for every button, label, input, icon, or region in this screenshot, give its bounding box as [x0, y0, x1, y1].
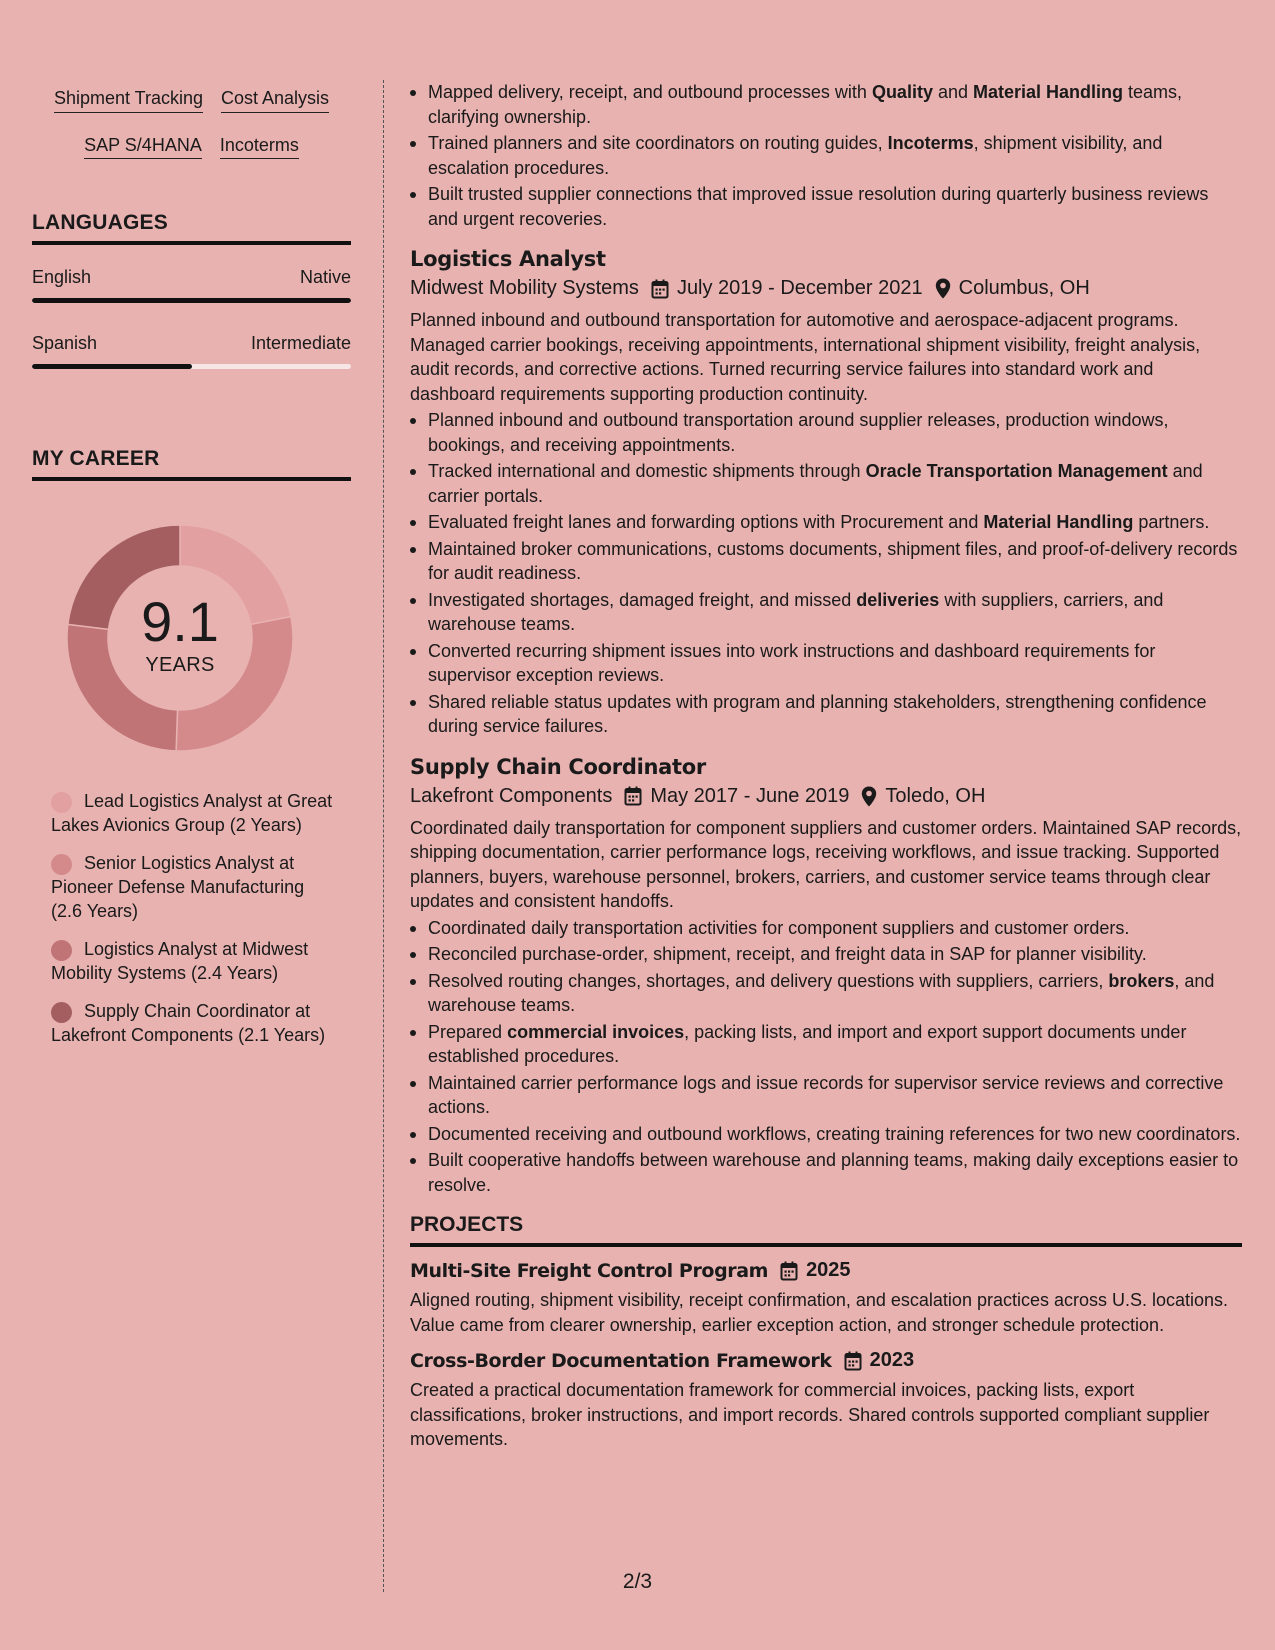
bullet-text: Trained planners and site coordinators on routing guides, — [428, 133, 888, 153]
skills-list — [32, 80, 351, 173]
bullet-item — [410, 80, 1242, 129]
right-column — [410, 80, 1242, 1458]
bullet-item — [410, 916, 1242, 941]
column-divider — [383, 80, 384, 1592]
bullet-text: partners. — [1133, 512, 1210, 532]
skill-tag: Cost Analysis — [221, 80, 329, 113]
career-total-years: 9.1 — [141, 589, 219, 653]
bullet-item — [410, 182, 1242, 231]
bullet-text: Shared reliable status updates with program and planning stakeholders, strengthening confidence during service failures. — [428, 691, 1207, 736]
legend-label: Lead Logistics Analyst at Great Lakes Avionics Group (2 Years) — [51, 791, 333, 836]
career-years-unit: YEARS — [145, 653, 215, 676]
legend-item — [51, 851, 333, 923]
bullet-text: Tracked international and domestic shipments through — [428, 461, 866, 481]
bullet-text: with suppliers, carriers, and warehouse teams. — [428, 589, 1164, 634]
languages-heading: LANGUAGES — [32, 211, 351, 245]
experience-list — [410, 247, 1242, 1197]
project-year: 2023 — [869, 1349, 915, 1371]
job-title: Supply Chain Coordinator — [410, 754, 706, 779]
bullet-text: Built trusted supplier connections that improved issue resolution during quarterly business reviews and urgent recoveries. — [428, 184, 1209, 229]
job-title: Logistics Analyst — [410, 247, 606, 271]
company-name: Lakefront Components — [410, 784, 613, 807]
career-legend — [51, 789, 333, 1047]
project-description: Created a practical documentation framework for commercial invoices, packing lists, export classifications, broker instructions, and import records. Shared controls supported compliant supplier movements. — [410, 1380, 1210, 1449]
language-bar — [32, 364, 351, 369]
bullet-item — [410, 510, 1242, 535]
calendar-icon — [780, 1261, 798, 1281]
language-bar — [32, 298, 351, 303]
map-pin-icon — [861, 786, 877, 807]
job-bullets — [410, 916, 1242, 1198]
bullet-keyword: Material Handling — [973, 82, 1124, 102]
bullet-text: Documented receiving and outbound workflows, creating training references for two new coordinators. — [428, 1123, 1241, 1144]
job-meta — [410, 785, 1242, 808]
job-dates: July 2019 - December 2021 — [676, 277, 923, 299]
job-meta — [410, 277, 1242, 300]
career-donut-chart — [65, 523, 295, 753]
bullet-item — [410, 639, 1242, 688]
bullet-text: , packing lists, and import and export support documents under established procedures. — [428, 1021, 1187, 1066]
career-heading: MY CAREER — [32, 447, 351, 481]
calendar-icon — [844, 1351, 862, 1371]
bullet-text: Mapped delivery, receipt, and outbound processes with — [428, 82, 872, 102]
project-name: Multi-Site Freight Control Program — [410, 1259, 769, 1282]
project-header — [410, 1259, 1242, 1282]
bullet-item — [410, 588, 1242, 637]
legend-dot — [51, 792, 72, 813]
project-entry — [410, 1259, 1242, 1337]
language-bar-fill — [32, 298, 351, 303]
page-number: 2/3 — [622, 1570, 653, 1593]
bullet-text: Resolved routing changes, shortages, and delivery questions with suppliers, carriers, — [428, 970, 1109, 991]
bullet-item — [410, 459, 1242, 508]
language-bar-fill — [32, 364, 192, 369]
bullet-text: Converted recurring shipment issues into work instructions and dashboard requirements for supervisor exception reviews. — [428, 640, 1156, 685]
bullet-item — [410, 690, 1242, 739]
job-description: Coordinated daily transportation for component suppliers and customer orders. Maintained SAP records, shipping documentation, carrier performance logs, receiving workflows, and issue tracking. Supported planners, buyers, warehouse personnel, brokers, carriers, and customer service teams through clear updates and consistent handoffs. — [410, 817, 1242, 911]
job-entry — [410, 247, 1242, 739]
skill-tag: Incoterms — [220, 127, 299, 160]
calendar-icon — [624, 786, 642, 806]
project-name: Cross-Border Documentation Framework — [410, 1349, 832, 1372]
bullet-text: Built cooperative handoffs between warehouse and planning teams, making daily exceptions easier to resolve. — [428, 1150, 1239, 1195]
bullet-item — [410, 1071, 1242, 1120]
project-entry — [410, 1349, 1242, 1452]
job-location: Toledo, OH — [885, 784, 986, 807]
bullet-text: Planned inbound and outbound transportation around supplier releases, production windows, bookings, and receiving appointments. — [428, 410, 1169, 455]
job-entry — [410, 755, 1242, 1198]
project-year: 2025 — [806, 1259, 851, 1281]
job-description: Planned inbound and outbound transportation for automotive and aerospace-adjacent programs. Managed carrier bookings, receiving appointments, international shipment visibility, freight analysis, audit records, and corrective actions. Turned recurring service failures into standard work and dashboard requirements supporting production continuity. — [410, 310, 1201, 404]
bullet-keyword: Material Handling — [983, 512, 1134, 532]
project-header — [410, 1349, 1242, 1372]
language-level: Native — [299, 267, 351, 288]
bullet-text: Evaluated freight lanes and forwarding options with Procurement and — [428, 512, 984, 532]
bullet-item — [410, 1020, 1242, 1069]
bullet-item — [410, 969, 1242, 1018]
project-description: Aligned routing, shipment visibility, receipt confirmation, and escalation practices across U.S. locations. Value came from clearer ownership, earlier exception action, and stronger schedule protection. — [410, 1290, 1229, 1335]
legend-dot — [51, 1002, 72, 1023]
left-column — [32, 80, 351, 1061]
bullet-keyword: commercial invoices — [507, 1021, 685, 1042]
language-row — [32, 267, 351, 288]
language-name: English — [32, 267, 92, 288]
bullet-keyword: Oracle Transportation Management — [865, 461, 1168, 481]
bullet-keyword: Quality — [871, 82, 933, 102]
bullet-text: Coordinated daily transportation activities for component suppliers and customer orders. — [428, 917, 1130, 938]
bullet-text: and carrier portals. — [428, 461, 1203, 506]
bullet-item — [410, 1122, 1242, 1147]
bullet-keyword: deliveries — [856, 589, 940, 610]
bullet-item — [410, 537, 1242, 586]
bullet-item — [410, 131, 1242, 180]
map-pin-icon — [935, 278, 951, 299]
bullet-text: and — [932, 82, 973, 102]
skill-tag: SAP S/4HANA — [84, 127, 202, 160]
legend-label: Logistics Analyst at Midwest Mobility Systems (2.4 Years) — [51, 939, 309, 984]
bullet-item — [410, 942, 1242, 967]
job-dates: May 2017 - June 2019 — [650, 784, 850, 807]
bullet-text: teams, clarifying ownership. — [428, 82, 1183, 127]
job-bullets — [410, 408, 1242, 739]
skill-tag: Shipment Tracking — [54, 80, 203, 113]
language-name: Spanish — [32, 333, 98, 354]
bullet-text: , and warehouse teams. — [428, 970, 1215, 1015]
legend-dot — [51, 940, 72, 961]
company-name: Midwest Mobility Systems — [410, 277, 639, 299]
bullet-text: Prepared — [428, 1021, 508, 1042]
projects-heading: PROJECTS — [410, 1213, 1242, 1247]
projects-list — [410, 1259, 1242, 1452]
language-level: Intermediate — [250, 333, 351, 354]
legend-item — [51, 999, 333, 1047]
legend-label: Senior Logistics Analyst at Pioneer Defense Manufacturing (2.6 Years) — [51, 853, 305, 922]
legend-item — [51, 789, 333, 837]
language-row — [32, 333, 351, 354]
calendar-icon — [651, 279, 669, 299]
donut-center — [65, 523, 295, 753]
bullet-text: Investigated shortages, damaged freight, and missed — [428, 589, 857, 610]
bullet-text: Reconciled purchase-order, shipment, receipt, and freight data in SAP for planner visibility. — [428, 944, 1147, 964]
bullet-item — [410, 1148, 1242, 1197]
legend-label: Supply Chain Coordinator at Lakefront Components (2.1 Years) — [51, 1001, 326, 1046]
legend-item — [51, 937, 333, 985]
job-location: Columbus, OH — [958, 277, 1090, 299]
bullet-text: Maintained broker communications, customs documents, shipment files, and proof-of-delivery records for audit readiness. — [428, 538, 1238, 583]
previous-job-bullets — [410, 80, 1242, 231]
bullet-keyword: brokers — [1108, 970, 1175, 991]
bullet-keyword: Incoterms — [887, 133, 974, 153]
bullet-item — [410, 408, 1242, 457]
bullet-text: , shipment visibility, and escalation procedures. — [428, 133, 1163, 178]
legend-dot — [51, 854, 72, 875]
bullet-text: Maintained carrier performance logs and issue records for supervisor service reviews and corrective actions. — [428, 1072, 1224, 1117]
